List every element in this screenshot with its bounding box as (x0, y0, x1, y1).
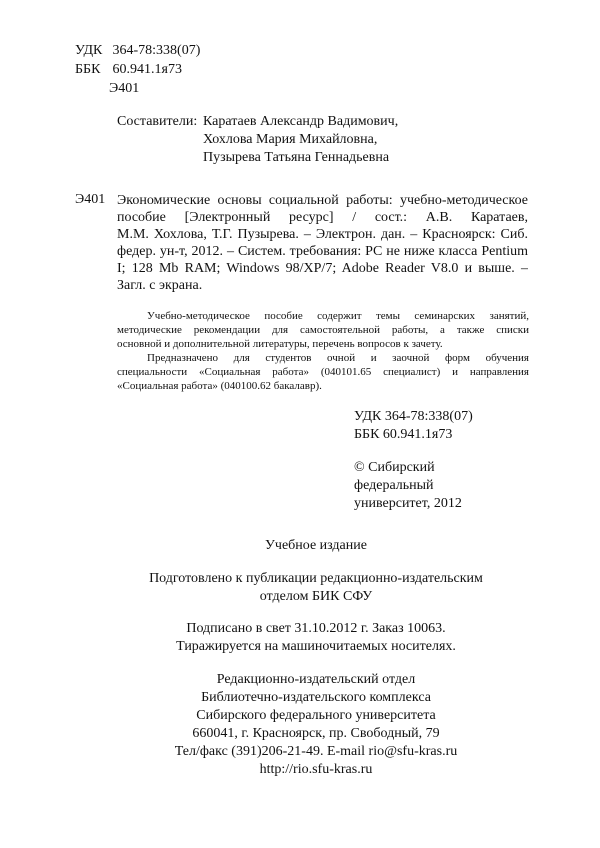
compiler-name-2: Хохлова Мария Михайловна, (203, 132, 378, 147)
annotation-line: методические рекомендации для самостоятельной работы, а также списки (117, 324, 529, 336)
description-line: пособие [Электронный ресурс] / сост.: А.В. Каратаев, (117, 210, 528, 225)
udk-label: УДК (75, 43, 103, 58)
description-line: Экономические основы социальной работы: учебно-методическое (117, 193, 528, 208)
bbk-value: 60.941.1я73 (112, 62, 182, 77)
author-mark: Э401 (109, 81, 140, 96)
copyright-line: университет, 2012 (354, 496, 462, 511)
bbk-line (75, 62, 182, 78)
udk-line (75, 43, 200, 59)
publisher-line: Сибирского федерального университета (196, 708, 436, 723)
prepared-line: отделом БИК СФУ (259, 589, 373, 604)
description-line: М.М. Хохлова, Т.Г. Пузырева. – Электрон. дан. – Красноярск: Сиб. (117, 227, 528, 242)
bbk-code-right: ББК 60.941.1я73 (354, 427, 453, 442)
compiler-name-1: Каратаев Александр Вадимович, (203, 114, 399, 129)
description-line: федер. ун-т, 2012. – Систем. требования: PC не ниже класса Pentium (117, 244, 528, 259)
description-line: I; 128 Mb RAM; Windows 98/XP/7; Adobe Reader V8.0 и выше. – (117, 261, 528, 276)
description-line: Загл. с экрана. (117, 278, 203, 293)
signed-line: Тиражируется на машиночитаемых носителях. (176, 639, 456, 654)
prepared-line: Подготовлено к публикации редакционно-издательским (149, 571, 483, 586)
edition-type: Учебное издание (265, 538, 367, 553)
publisher-line: Редакционно-издательский отдел (216, 672, 416, 687)
annotation-line: Учебно-методическое пособие содержит темы семинарских занятий, (147, 310, 529, 322)
bibliographic-description (117, 192, 528, 294)
udk-code-right: УДК 364-78:338(07) (354, 409, 473, 424)
compilers-label: Составители: (117, 114, 198, 129)
compiler-name-3: Пузырева Татьяна Геннадьевна (203, 150, 390, 165)
publisher-line: Библиотечно-издательского комплекса (201, 690, 431, 705)
annotation (117, 309, 529, 393)
copyright-line: федеральный (354, 478, 434, 493)
annotation-line: специальности «Социальная работа» (040101.65 специалист) и направления (117, 366, 529, 378)
annotation-line: основной и дополнительной литературы, перечень вопросов к зачету. (117, 338, 443, 350)
annotation-line: «Социальная работа» (040100.62 бакалавр). (117, 380, 322, 392)
publisher-contacts: Тел/факс (391)206-21-49. E-mail rio@sfu-kras.ru (174, 744, 458, 759)
publisher-address: 660041, г. Красноярск, пр. Свободный, 79 (192, 726, 440, 741)
udk-value: 364-78:338(07) (112, 43, 201, 58)
signed-line: Подписано в свет 31.10.2012 г. Заказ 10063. (186, 621, 446, 636)
annotation-line: Предназначено для студентов очной и заочной форм обучения (147, 352, 529, 364)
description-code: Э401 (75, 192, 106, 207)
bbk-label: ББК (75, 62, 101, 77)
publisher-website: http://rio.sfu-kras.ru (259, 762, 373, 777)
copyright-line: © Сибирский (354, 460, 435, 475)
